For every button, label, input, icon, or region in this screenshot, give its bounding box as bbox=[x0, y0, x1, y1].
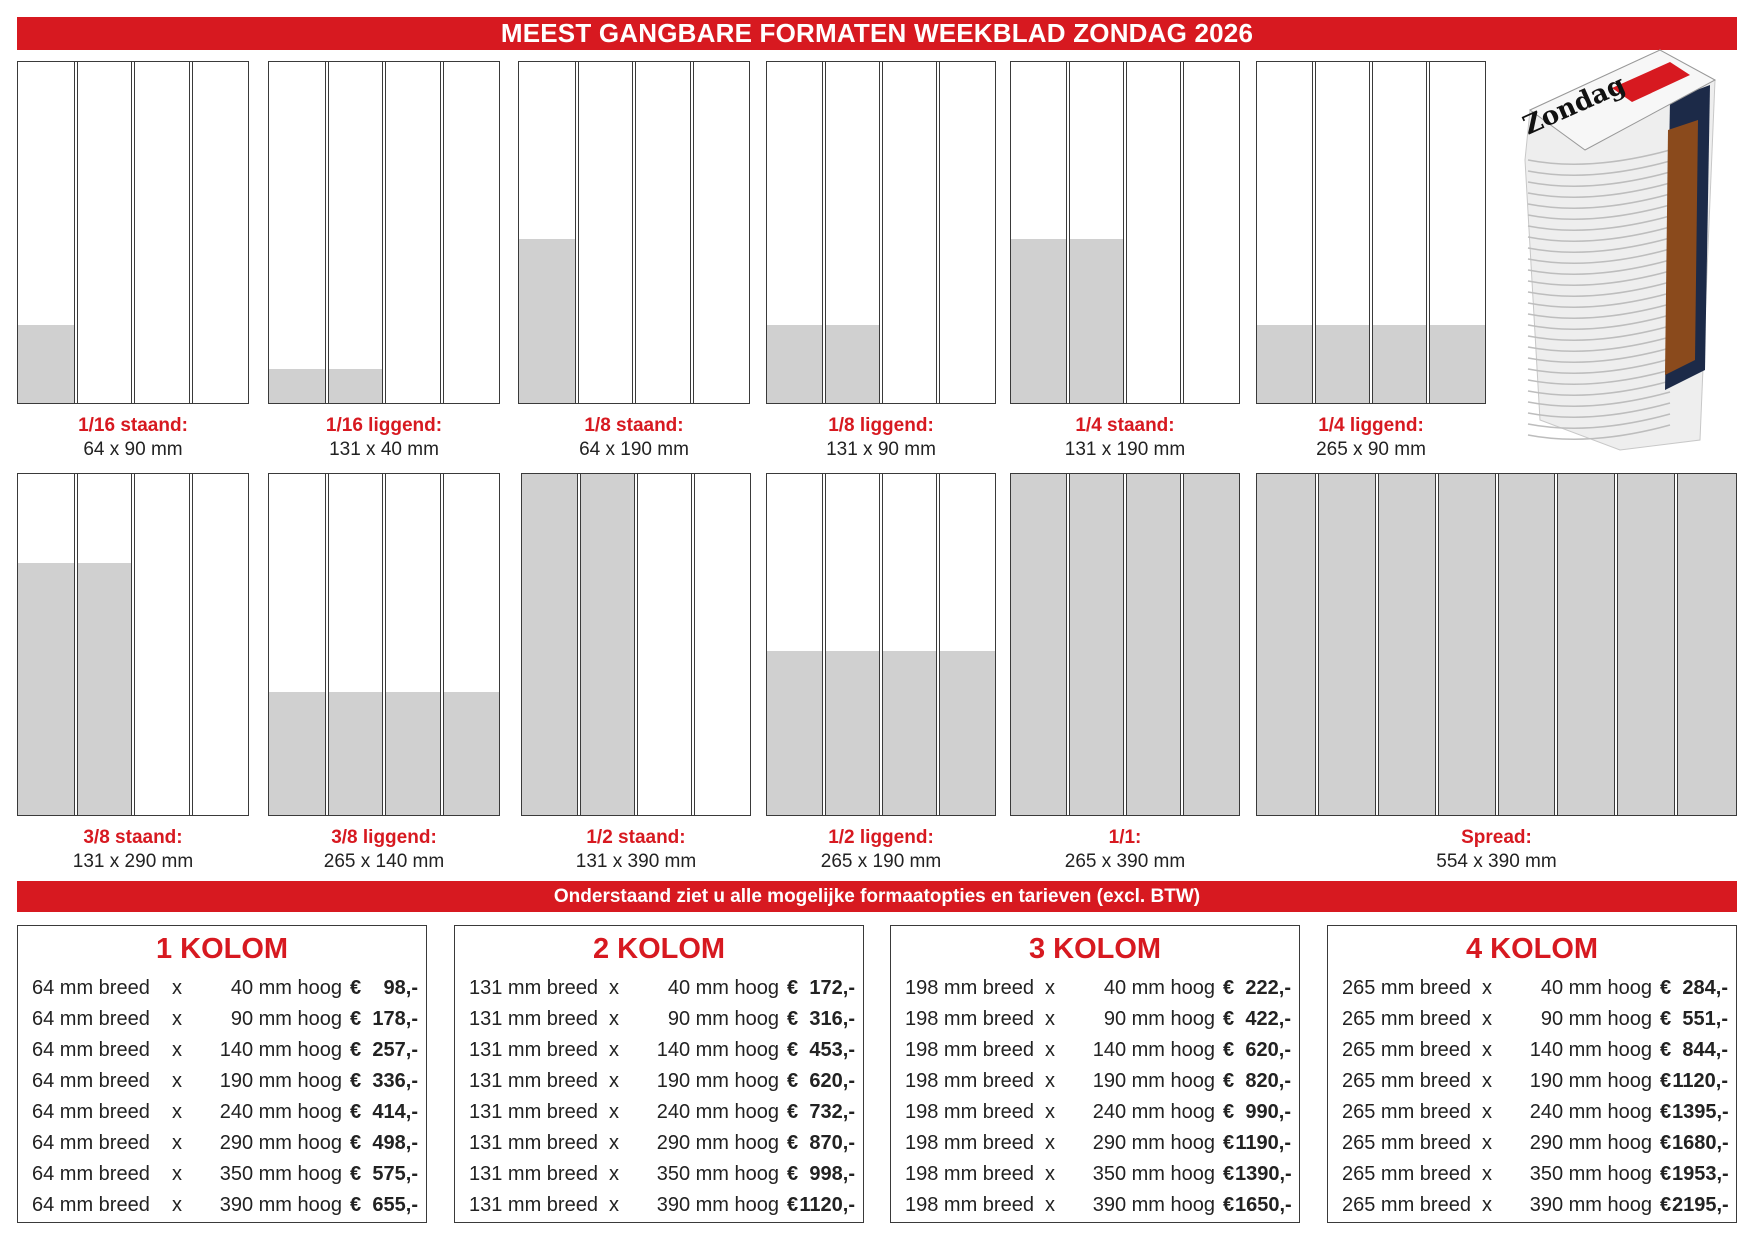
column-divider bbox=[1123, 474, 1127, 815]
ad-height: 40 mm hoog bbox=[1540, 977, 1652, 999]
times-sign: x bbox=[172, 1008, 182, 1030]
times-sign: x bbox=[609, 1039, 619, 1061]
times-sign: x bbox=[609, 1194, 619, 1216]
column-divider bbox=[1180, 62, 1184, 403]
column-divider bbox=[691, 474, 695, 815]
ad-width: 131 mm breed bbox=[469, 1039, 598, 1061]
format-size: 64 x 90 mm bbox=[83, 439, 183, 460]
ad-height: 390 mm hoog bbox=[656, 1194, 779, 1216]
times-sign: x bbox=[1045, 1070, 1055, 1092]
ad-width: 64 mm breed bbox=[32, 1070, 150, 1092]
euro-sign: € bbox=[1223, 977, 1235, 999]
times-sign: x bbox=[1482, 1039, 1492, 1061]
column-divider bbox=[1495, 474, 1499, 815]
format-size: 265 x 90 mm bbox=[1316, 439, 1426, 460]
ad-price: 498,- bbox=[372, 1132, 418, 1154]
ad-width: 131 mm breed bbox=[469, 1008, 598, 1030]
format-name: Spread: bbox=[1461, 827, 1532, 848]
ad-price: 316,- bbox=[809, 1008, 855, 1030]
format-name: 1/1: bbox=[1108, 827, 1142, 848]
format-caption bbox=[1010, 414, 1240, 462]
ad-height: 290 mm hoog bbox=[219, 1132, 342, 1154]
format-page-diagram bbox=[268, 473, 500, 816]
ad-price: 98,- bbox=[383, 977, 418, 999]
price-table bbox=[890, 925, 1300, 1223]
format-name: 1/16 staand: bbox=[78, 415, 188, 436]
ad-height: 390 mm hoog bbox=[1092, 1194, 1215, 1216]
ad-price: 990,- bbox=[1245, 1101, 1291, 1123]
price-row bbox=[32, 973, 422, 1004]
price-table bbox=[17, 925, 427, 1223]
ad-price: 732,- bbox=[809, 1101, 855, 1123]
ad-price: 1190,- bbox=[1235, 1132, 1291, 1154]
ad-price: 844,- bbox=[1682, 1039, 1728, 1061]
column-divider bbox=[1066, 474, 1070, 815]
format-name: 1/2 liggend: bbox=[828, 827, 934, 848]
format-size: 131 x 290 mm bbox=[72, 851, 194, 872]
ad-height: 290 mm hoog bbox=[656, 1132, 779, 1154]
ad-width: 265 mm breed bbox=[1342, 1101, 1471, 1123]
format-page-diagram bbox=[766, 61, 996, 404]
euro-sign: € bbox=[787, 1163, 799, 1185]
euro-sign: € bbox=[1223, 1132, 1235, 1154]
ad-width: 131 mm breed bbox=[469, 1163, 598, 1185]
format-size: 131 x 190 mm bbox=[1064, 439, 1186, 460]
ad-price: 222,- bbox=[1245, 977, 1291, 999]
format-size: 131 x 90 mm bbox=[826, 439, 936, 460]
column-divider bbox=[1426, 62, 1430, 403]
column-divider bbox=[1180, 474, 1184, 815]
euro-sign: € bbox=[1223, 1194, 1235, 1216]
euro-sign: € bbox=[787, 977, 799, 999]
ad-price: 172,- bbox=[809, 977, 855, 999]
euro-sign: € bbox=[787, 1101, 799, 1123]
column-divider bbox=[189, 474, 193, 815]
price-row bbox=[32, 1035, 422, 1066]
times-sign: x bbox=[609, 1070, 619, 1092]
ad-width: 198 mm breed bbox=[905, 1008, 1034, 1030]
times-sign: x bbox=[609, 1008, 619, 1030]
times-sign: x bbox=[1482, 1163, 1492, 1185]
ad-price: 998,- bbox=[809, 1163, 855, 1185]
ad-price: 453,- bbox=[809, 1039, 855, 1061]
price-row bbox=[469, 1004, 859, 1035]
ad-width: 265 mm breed bbox=[1342, 1039, 1471, 1061]
column-divider bbox=[1375, 474, 1379, 815]
ad-width: 64 mm breed bbox=[32, 1132, 150, 1154]
ad-width: 64 mm breed bbox=[32, 1101, 150, 1123]
price-row bbox=[905, 1159, 1295, 1190]
euro-sign: € bbox=[350, 1101, 362, 1123]
times-sign: x bbox=[172, 977, 182, 999]
column-divider bbox=[1312, 62, 1316, 403]
euro-sign: € bbox=[1223, 1008, 1235, 1030]
times-sign: x bbox=[1045, 1039, 1055, 1061]
format-caption bbox=[1256, 414, 1486, 462]
format-size: 131 x 40 mm bbox=[329, 439, 439, 460]
ad-width: 265 mm breed bbox=[1342, 977, 1471, 999]
ad-height: 240 mm hoog bbox=[656, 1101, 779, 1123]
ad-width: 198 mm breed bbox=[905, 977, 1034, 999]
ad-price: 1953,- bbox=[1672, 1163, 1729, 1185]
times-sign: x bbox=[172, 1070, 182, 1092]
price-row bbox=[905, 1190, 1295, 1221]
column-divider bbox=[575, 62, 579, 403]
times-sign: x bbox=[1045, 1008, 1055, 1030]
times-sign: x bbox=[172, 1101, 182, 1123]
column-divider bbox=[382, 62, 386, 403]
ad-width: 131 mm breed bbox=[469, 1101, 598, 1123]
column-divider bbox=[577, 474, 581, 815]
times-sign: x bbox=[1045, 1163, 1055, 1185]
column-divider bbox=[1614, 474, 1618, 815]
times-sign: x bbox=[609, 1163, 619, 1185]
format-caption bbox=[17, 826, 249, 874]
euro-sign: € bbox=[350, 1008, 362, 1030]
ad-height: 350 mm hoog bbox=[219, 1163, 342, 1185]
format-name: 1/8 liggend: bbox=[828, 415, 934, 436]
price-row bbox=[905, 1066, 1295, 1097]
price-table bbox=[454, 925, 864, 1223]
newspaper-masthead: Zondag bbox=[1518, 69, 1630, 142]
format-caption bbox=[518, 414, 750, 462]
ad-price: 620,- bbox=[809, 1070, 855, 1092]
price-row bbox=[1342, 1097, 1732, 1128]
ad-height: 90 mm hoog bbox=[667, 1008, 779, 1030]
ad-height: 40 mm hoog bbox=[667, 977, 779, 999]
euro-sign: € bbox=[1660, 1132, 1672, 1154]
column-divider bbox=[1674, 474, 1678, 815]
price-row bbox=[469, 1159, 859, 1190]
page-title: MEEST GANGBARE FORMATEN WEEKBLAD ZONDAG 2026 bbox=[17, 17, 1737, 50]
price-row bbox=[469, 1128, 859, 1159]
times-sign: x bbox=[1482, 1008, 1492, 1030]
times-sign: x bbox=[1045, 1101, 1055, 1123]
format-name: 3/8 liggend: bbox=[331, 827, 437, 848]
ad-width: 265 mm breed bbox=[1342, 1194, 1471, 1216]
euro-sign: € bbox=[1223, 1039, 1235, 1061]
euro-sign: € bbox=[1660, 1039, 1672, 1061]
ad-width: 198 mm breed bbox=[905, 1070, 1034, 1092]
euro-sign: € bbox=[1660, 977, 1672, 999]
price-row bbox=[905, 1035, 1295, 1066]
price-row bbox=[32, 1159, 422, 1190]
ad-width: 265 mm breed bbox=[1342, 1070, 1471, 1092]
ad-height: 290 mm hoog bbox=[1529, 1132, 1652, 1154]
ad-area-fill bbox=[519, 239, 577, 403]
column-divider bbox=[1369, 62, 1373, 403]
ad-width: 64 mm breed bbox=[32, 1008, 150, 1030]
format-page-diagram bbox=[1256, 61, 1486, 404]
ad-price: 620,- bbox=[1245, 1039, 1291, 1061]
ad-price: 2195,- bbox=[1672, 1194, 1729, 1216]
price-row bbox=[32, 1128, 422, 1159]
euro-sign: € bbox=[787, 1194, 799, 1216]
euro-sign: € bbox=[787, 1070, 799, 1092]
times-sign: x bbox=[1482, 977, 1492, 999]
pricing-subheader: Onderstaand ziet u alle mogelijke formaatopties en tarieven (excl. BTW) bbox=[17, 881, 1737, 912]
times-sign: x bbox=[172, 1194, 182, 1216]
column-divider bbox=[1315, 474, 1319, 815]
euro-sign: € bbox=[350, 977, 362, 999]
ad-height: 190 mm hoog bbox=[656, 1070, 779, 1092]
euro-sign: € bbox=[787, 1132, 799, 1154]
ad-price: 414,- bbox=[372, 1101, 418, 1123]
ad-price: 1395,- bbox=[1672, 1101, 1729, 1123]
ad-height: 240 mm hoog bbox=[1529, 1101, 1652, 1123]
price-row bbox=[905, 1097, 1295, 1128]
euro-sign: € bbox=[1223, 1163, 1235, 1185]
format-caption bbox=[521, 826, 751, 874]
format-name: 1/16 liggend: bbox=[325, 415, 443, 436]
ad-width: 198 mm breed bbox=[905, 1163, 1034, 1185]
format-size: 265 x 190 mm bbox=[820, 851, 942, 872]
column-divider bbox=[822, 62, 826, 403]
ad-price: 1650,- bbox=[1235, 1194, 1292, 1216]
column-divider bbox=[1554, 474, 1558, 815]
ad-price: 551,- bbox=[1682, 1008, 1728, 1030]
ad-height: 390 mm hoog bbox=[1529, 1194, 1652, 1216]
format-name: 1/2 staand: bbox=[586, 827, 686, 848]
column-divider bbox=[440, 474, 444, 815]
price-table-title: 4 KOLOM bbox=[1465, 933, 1599, 965]
column-divider bbox=[74, 474, 78, 815]
column-divider bbox=[1435, 474, 1439, 815]
format-caption bbox=[766, 826, 996, 874]
column-divider bbox=[634, 474, 638, 815]
format-caption bbox=[1256, 826, 1737, 874]
ad-price: 1680,- bbox=[1672, 1132, 1729, 1154]
format-caption bbox=[268, 826, 500, 874]
format-caption bbox=[268, 414, 500, 462]
price-row bbox=[905, 1128, 1295, 1159]
times-sign: x bbox=[1045, 1132, 1055, 1154]
format-size: 554 x 390 mm bbox=[1436, 851, 1557, 872]
column-divider bbox=[1066, 62, 1070, 403]
format-page-diagram bbox=[17, 473, 249, 816]
euro-sign: € bbox=[1660, 1194, 1672, 1216]
column-divider bbox=[936, 62, 940, 403]
times-sign: x bbox=[609, 1132, 619, 1154]
ad-width: 265 mm breed bbox=[1342, 1008, 1471, 1030]
price-row bbox=[905, 973, 1295, 1004]
format-page-diagram bbox=[1010, 473, 1240, 816]
column-divider bbox=[131, 62, 135, 403]
price-row bbox=[1342, 1190, 1732, 1221]
ad-height: 40 mm hoog bbox=[1103, 977, 1215, 999]
column-divider bbox=[690, 62, 694, 403]
format-size: 265 x 140 mm bbox=[323, 851, 445, 872]
ad-height: 140 mm hoog bbox=[219, 1039, 342, 1061]
euro-sign: € bbox=[1660, 1070, 1672, 1092]
ad-height: 140 mm hoog bbox=[1529, 1039, 1652, 1061]
format-page-diagram bbox=[766, 473, 996, 816]
ad-area-fill bbox=[18, 325, 76, 403]
ad-width: 131 mm breed bbox=[469, 1070, 598, 1092]
column-divider bbox=[382, 474, 386, 815]
format-name: 1/4 liggend: bbox=[1318, 415, 1424, 436]
ad-height: 140 mm hoog bbox=[656, 1039, 779, 1061]
ad-price: 1120,- bbox=[799, 1194, 855, 1216]
ad-price: 1390,- bbox=[1235, 1163, 1292, 1185]
price-row bbox=[32, 1190, 422, 1221]
format-name: 1/8 staand: bbox=[584, 415, 684, 436]
ad-price: 820,- bbox=[1245, 1070, 1291, 1092]
ad-height: 90 mm hoog bbox=[1540, 1008, 1652, 1030]
price-table-title: 3 KOLOM bbox=[1028, 933, 1162, 965]
ad-price: 336,- bbox=[372, 1070, 418, 1092]
ad-price: 1120,- bbox=[1672, 1070, 1728, 1092]
format-size: 265 x 390 mm bbox=[1064, 851, 1186, 872]
times-sign: x bbox=[172, 1039, 182, 1061]
column-divider bbox=[879, 474, 883, 815]
ad-width: 64 mm breed bbox=[32, 1194, 150, 1216]
price-row bbox=[1342, 1159, 1732, 1190]
ad-width: 64 mm breed bbox=[32, 977, 150, 999]
times-sign: x bbox=[609, 977, 619, 999]
euro-sign: € bbox=[350, 1039, 362, 1061]
price-row bbox=[32, 1097, 422, 1128]
price-row bbox=[1342, 1066, 1732, 1097]
column-divider bbox=[1123, 62, 1127, 403]
ad-height: 190 mm hoog bbox=[1092, 1070, 1215, 1092]
price-table-title: 2 KOLOM bbox=[592, 933, 726, 965]
euro-sign: € bbox=[350, 1194, 362, 1216]
euro-sign: € bbox=[1660, 1101, 1672, 1123]
ad-width: 265 mm breed bbox=[1342, 1132, 1471, 1154]
ad-price: 178,- bbox=[372, 1008, 418, 1030]
column-divider bbox=[440, 62, 444, 403]
format-name: 3/8 staand: bbox=[83, 827, 183, 848]
column-divider bbox=[632, 62, 636, 403]
ad-height: 40 mm hoog bbox=[230, 977, 342, 999]
ad-price: 422,- bbox=[1245, 1008, 1291, 1030]
ad-width: 64 mm breed bbox=[32, 1039, 150, 1061]
price-row bbox=[469, 1190, 859, 1221]
ad-width: 198 mm breed bbox=[905, 1101, 1034, 1123]
times-sign: x bbox=[1482, 1194, 1492, 1216]
ad-width: 64 mm breed bbox=[32, 1163, 150, 1185]
times-sign: x bbox=[1482, 1132, 1492, 1154]
format-page-diagram bbox=[1010, 61, 1240, 404]
format-page-diagram bbox=[521, 473, 751, 816]
times-sign: x bbox=[1482, 1070, 1492, 1092]
format-page-diagram bbox=[1256, 473, 1737, 816]
ad-width: 131 mm breed bbox=[469, 1132, 598, 1154]
ad-width: 265 mm breed bbox=[1342, 1163, 1471, 1185]
ad-height: 240 mm hoog bbox=[219, 1101, 342, 1123]
newspaper-stack-image bbox=[1500, 40, 1722, 460]
euro-sign: € bbox=[350, 1132, 362, 1154]
ad-price: 257,- bbox=[372, 1039, 418, 1061]
format-page-diagram bbox=[518, 61, 750, 404]
ad-width: 198 mm breed bbox=[905, 1194, 1034, 1216]
column-divider bbox=[822, 474, 826, 815]
ad-height: 350 mm hoog bbox=[1529, 1163, 1652, 1185]
column-divider bbox=[189, 62, 193, 403]
times-sign: x bbox=[609, 1101, 619, 1123]
price-row bbox=[469, 973, 859, 1004]
times-sign: x bbox=[1482, 1101, 1492, 1123]
price-row bbox=[32, 1066, 422, 1097]
euro-sign: € bbox=[787, 1008, 799, 1030]
format-name: 1/4 staand: bbox=[1075, 415, 1175, 436]
ad-height: 90 mm hoog bbox=[1103, 1008, 1215, 1030]
ad-height: 190 mm hoog bbox=[219, 1070, 342, 1092]
euro-sign: € bbox=[787, 1039, 799, 1061]
column-divider bbox=[74, 62, 78, 403]
ad-height: 140 mm hoog bbox=[1092, 1039, 1215, 1061]
column-divider bbox=[325, 62, 329, 403]
ad-price: 284,- bbox=[1682, 977, 1728, 999]
format-size: 131 x 390 mm bbox=[575, 851, 697, 872]
ad-price: 575,- bbox=[372, 1163, 418, 1185]
price-table bbox=[1327, 925, 1737, 1223]
price-row bbox=[1342, 1004, 1732, 1035]
ad-width: 198 mm breed bbox=[905, 1039, 1034, 1061]
euro-sign: € bbox=[1660, 1163, 1672, 1185]
column-divider bbox=[879, 62, 883, 403]
price-table-title: 1 KOLOM bbox=[155, 933, 289, 965]
ad-price: 870,- bbox=[809, 1132, 855, 1154]
ad-height: 240 mm hoog bbox=[1092, 1101, 1215, 1123]
price-row bbox=[1342, 1035, 1732, 1066]
format-size: 64 x 190 mm bbox=[579, 439, 689, 460]
ad-height: 350 mm hoog bbox=[1092, 1163, 1215, 1185]
price-row bbox=[469, 1066, 859, 1097]
euro-sign: € bbox=[350, 1070, 362, 1092]
euro-sign: € bbox=[1660, 1008, 1672, 1030]
times-sign: x bbox=[172, 1163, 182, 1185]
price-row bbox=[469, 1035, 859, 1066]
column-divider bbox=[936, 474, 940, 815]
column-divider bbox=[325, 474, 329, 815]
price-row bbox=[32, 1004, 422, 1035]
format-page-diagram bbox=[17, 61, 249, 404]
format-page-diagram bbox=[268, 61, 500, 404]
format-caption bbox=[1010, 826, 1240, 874]
euro-sign: € bbox=[350, 1163, 362, 1185]
ad-height: 90 mm hoog bbox=[230, 1008, 342, 1030]
price-row bbox=[1342, 973, 1732, 1004]
euro-sign: € bbox=[1223, 1101, 1235, 1123]
times-sign: x bbox=[1045, 977, 1055, 999]
column-divider bbox=[131, 474, 135, 815]
ad-height: 290 mm hoog bbox=[1092, 1132, 1215, 1154]
times-sign: x bbox=[172, 1132, 182, 1154]
euro-sign: € bbox=[1223, 1070, 1235, 1092]
ad-width: 131 mm breed bbox=[469, 1194, 598, 1216]
ad-width: 131 mm breed bbox=[469, 977, 598, 999]
price-row bbox=[905, 1004, 1295, 1035]
ad-height: 190 mm hoog bbox=[1529, 1070, 1652, 1092]
times-sign: x bbox=[1045, 1194, 1055, 1216]
format-caption bbox=[766, 414, 996, 462]
ad-price: 655,- bbox=[372, 1194, 418, 1216]
price-row bbox=[1342, 1128, 1732, 1159]
ad-width: 198 mm breed bbox=[905, 1132, 1034, 1154]
ad-height: 350 mm hoog bbox=[656, 1163, 779, 1185]
price-row bbox=[469, 1097, 859, 1128]
format-caption bbox=[17, 414, 249, 462]
ad-height: 390 mm hoog bbox=[219, 1194, 342, 1216]
